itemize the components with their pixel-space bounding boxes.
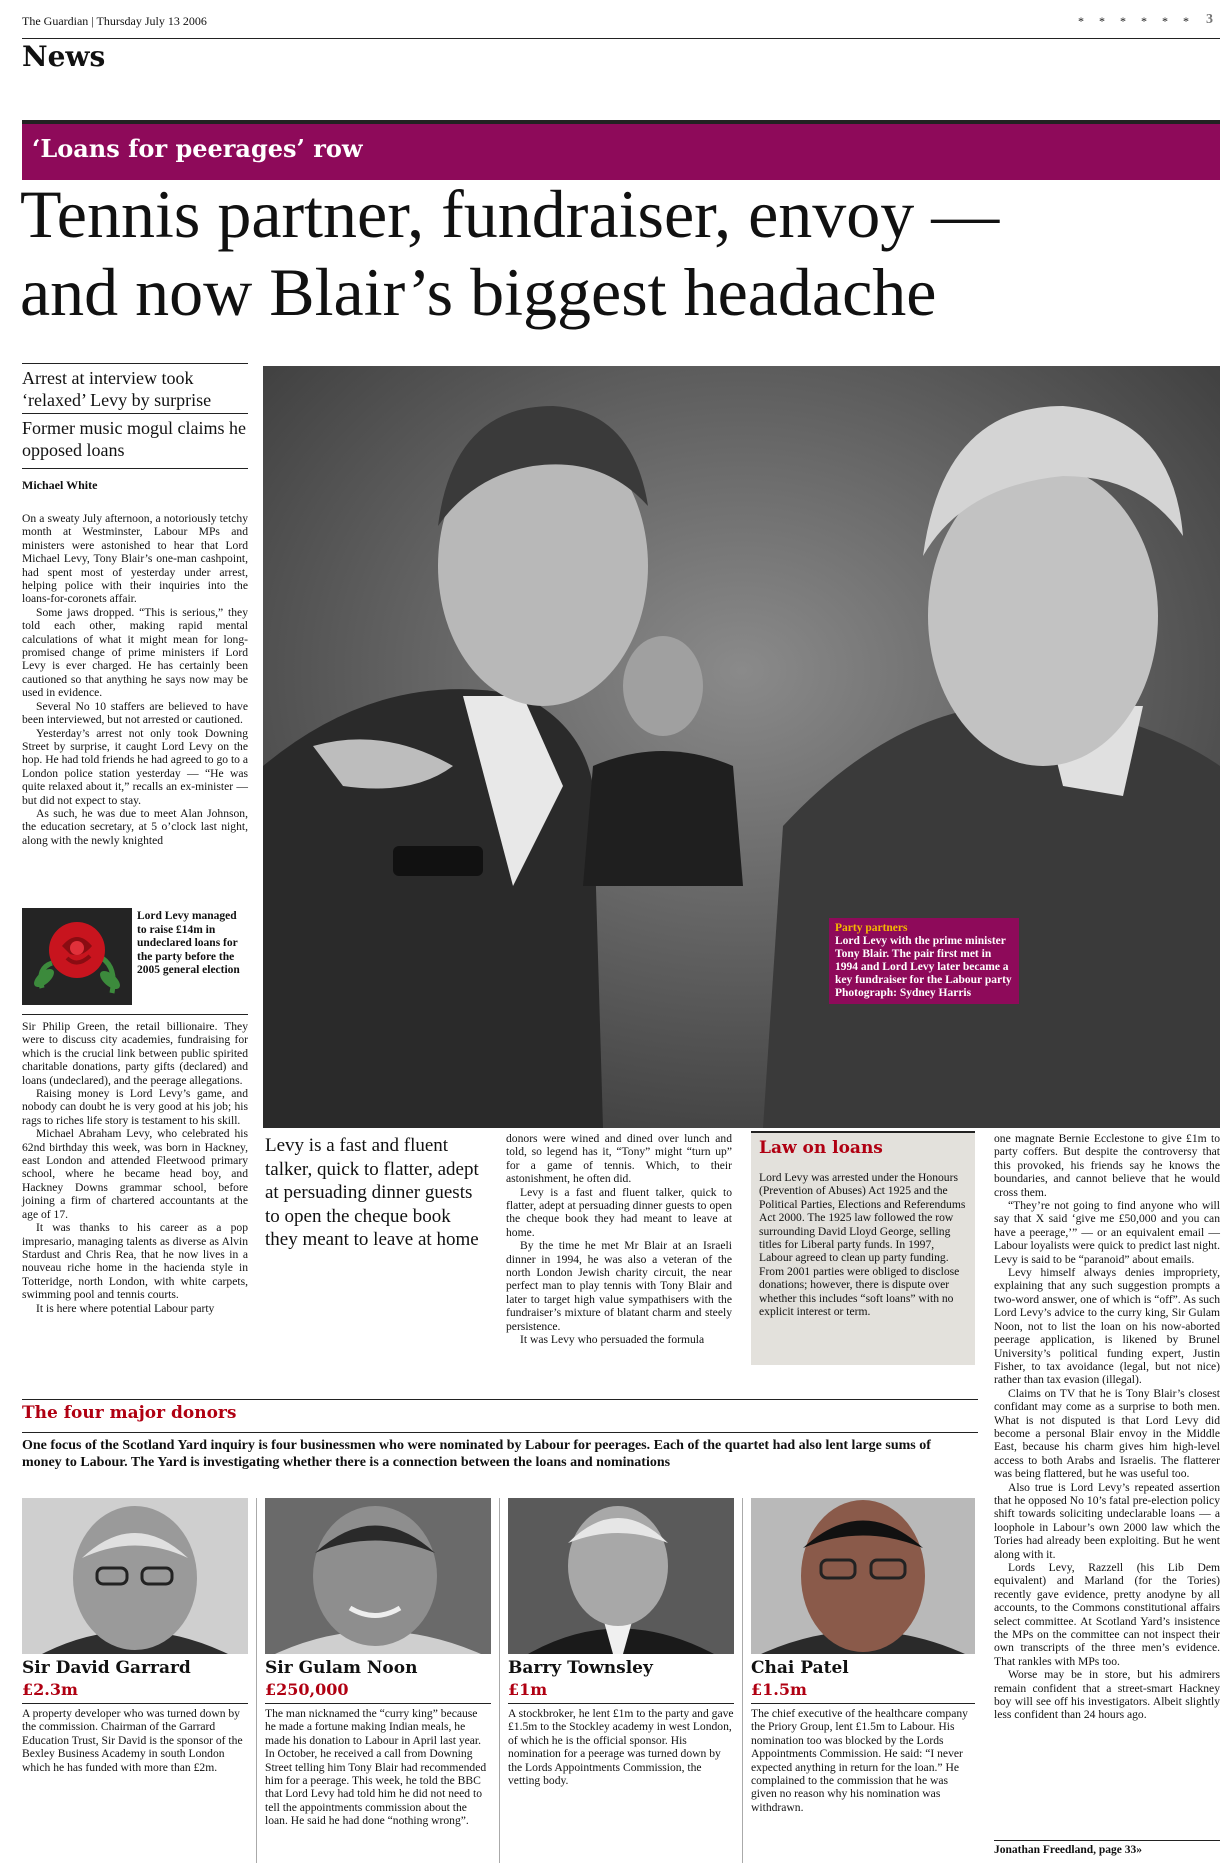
- donor-photo: [265, 1498, 491, 1654]
- donor-name: Barry Townsley: [508, 1658, 653, 1678]
- paragraph: Claims on TV that he is Tony Blair’s closest confidant may come as a surprise to both men. What is not disputed is that Lord Levy did become a personal Blair envoy in the Middle East, because his charm gives him high-level access to both Arabs and Israelis. The flatterer was being flattered, but he was useful too.: [994, 1386, 1220, 1481]
- donor-text: A stockbroker, he lent £1m to the party and gave £1.5m to the Stockley academy in west London, of which he is the official sponsor. His nomination for a peerage was turned down by the Lords Appointments Commission, the vetting body.: [508, 1707, 734, 1788]
- donor-card-garrard: [22, 1498, 248, 1863]
- standfirst-rule-bottom: [22, 468, 248, 469]
- article-column-3: [506, 1132, 732, 1347]
- paragraph: Worse may be in store, but his admirers remain confident that a street-smart Hackney boy will see off his investigators. Albeit slightly less confident than 24 hours ago.: [994, 1668, 1220, 1722]
- paragraph: Levy is a fast and fluent talker, quick to flatter, adept at persuading dinner guests to open the cheque book they had meant to leave at home.: [506, 1185, 732, 1239]
- donor-amount: £250,000: [265, 1680, 349, 1699]
- masthead-dateline: The Guardian | Thursday July 13 2006: [22, 14, 207, 28]
- section-label: News: [22, 40, 106, 73]
- paragraph: one magnate Bernie Ecclestone to give £1m to party coffers. But despite the controversy that this provoked, his friends say he knows the boundaries, and cannot believe that he would cross them.: [994, 1132, 1220, 1199]
- paragraph: Raising money is Lord Levy’s game, and nobody can doubt he is very good at his job; his rags to riches life story is testament to his skill.: [22, 1087, 248, 1127]
- donor-rule: [751, 1703, 975, 1704]
- donor-photo: [22, 1498, 248, 1654]
- article-column-1-top: [22, 512, 248, 847]
- pull-quote: Levy is a fast and fluent talker, quick to flatter, adept at persuading dinner guests to open the cheque book they meant to leave at home: [265, 1135, 479, 1250]
- rose-caption-rule: [22, 1014, 248, 1015]
- law-box: [751, 1133, 975, 1365]
- donor-name: Sir Gulam Noon: [265, 1658, 418, 1678]
- paragraph: “They’re not going to find anyone who will say that X said ‘give me £50,000 and you can have a peerage,’” — or an equivalent email — Labour loyalists were quick to predict last night. Levy is said to be “paranoid” about emails.: [994, 1199, 1220, 1266]
- donor-rule: [508, 1703, 734, 1704]
- donor-photo: [751, 1498, 975, 1654]
- donor-card-noon: [265, 1498, 491, 1863]
- article-column-5: [994, 1132, 1220, 1722]
- paragraph: Levy himself always denies impropriety, explaining that any such suggestion prompts a two-word answer, one of which is “off”. As such Lord Levy’s advice to the curry king, Sir Gulam Noon, not to list the loan on his now-aborted peerage application, is likened by Brunel University’s political funding expert, Justin Fisher, to tax avoidance (legal, but not nice) rather than tax evasion (illegal).: [994, 1266, 1220, 1387]
- main-photo: [263, 366, 1220, 1128]
- rose-image: [22, 908, 132, 1005]
- donor-amount: £1m: [508, 1680, 548, 1699]
- banner-label: ‘Loans for peerages’ row: [32, 134, 363, 163]
- paragraph: It is here where potential Labour party: [36, 1301, 215, 1315]
- paragraph: As such, he was due to meet Alan Johnson, the education secretary, at 5 o’clock last night, along with the newly knighted: [22, 806, 248, 847]
- paragraph: By the time he met Mr Blair at an Israeli dinner in 1994, he was also a veteran of the north London Jewish charity circuit, the near perfect man to play tennis with Tony Blair and later to target high value sympathisers with the fundraiser’s mixture of blatant charm and steely persistence.: [506, 1239, 732, 1333]
- photo-caption-credit: Photograph: Sydney Harris: [835, 987, 972, 999]
- donors-heading-rule: [22, 1432, 978, 1433]
- donor-card-townsley: [508, 1498, 734, 1863]
- banner: [22, 124, 1220, 180]
- paragraph: Also true is Lord Levy’s repeated assertion that he opposed No 10’s fatal pre-election policy shift towards soliciting undeclarable loans — a loophole in Labour’s own 2000 law which the Tories had already been exploiting. But he went along with it.: [994, 1480, 1220, 1561]
- donor-rule: [265, 1703, 491, 1704]
- masthead-stars: * * * * * *: [1078, 14, 1195, 28]
- donor-divider: [499, 1498, 500, 1863]
- paragraph: Yesterday’s arrest not only took Downing Street by surprise, it caught Lord Levy on the hop. He had told friends he had agreed to go to a London police station yesterday — “He was quite relaxed about it,” recalls an ex-minister —but did not expect to stay.: [22, 726, 249, 807]
- paragraph: On a sweaty July afternoon, a notoriously tetchy month at Westminster, Labour MPs and ministers were astonished to hear that Lord Michael Levy, Tony Blair’s one-man cashpoint, had spent most of yesterday under arrest, helping police with their inquiries into the loans-for-coronets affair.: [22, 512, 248, 606]
- photo-caption-text: Lord Levy with the prime minister Tony Blair. The pair first met in 1994 and Lord Levy later became a key fundraiser for the Labour party: [835, 935, 1012, 986]
- law-box-text: Lord Levy was arrested under the Honours (Prevention of Abuses) Act 1925 and the Political Parties, Elections and Referendums Act 2000. The 1925 law followed the row surrounding David Lloyd George, selling titles for Liberal party funds. In 1997, Labour agreed to clean up party funding. From 2001 parties were obliged to disclose donations; however, there is dispute over whether this includes “soft loans” with no explicit interest or term.: [759, 1171, 966, 1319]
- paragraph: It was thanks to his career as a pop impresario, managing talents as diverse as Alvin Stardust and Chris Rea, that he now lives in a nouveau riche home in the hacienda style in Totteridge, north London, with white carpets, swimming pool and tennis courts.: [22, 1221, 248, 1302]
- photo-caption-box: [829, 918, 1019, 1004]
- paragraph: Some jaws dropped. “This is serious,” they told each other, making rapid mental calculations of what it might mean for long-promised change of prime ministers if Lord Levy is ever charged. He has certainly been cautioned so that anything he says now may be used in evidence.: [22, 605, 248, 700]
- masthead-rule: [22, 38, 1220, 39]
- col5-footer-rule: [994, 1840, 1220, 1841]
- donor-amount: £2.3m: [22, 1680, 78, 1699]
- donor-rule: [22, 1703, 248, 1704]
- headline-line-2: and now Blair’s biggest headache: [20, 254, 937, 330]
- page-number: 3: [1206, 12, 1213, 27]
- photo-caption-title: Party partners: [835, 922, 908, 934]
- col5-footer: Jonathan Freedland, page 33»: [994, 1844, 1143, 1856]
- donor-divider: [742, 1498, 743, 1863]
- rose-caption: Lord Levy managed to raise £14m in undeclared loans for the party before the 2005 general election: [137, 910, 240, 977]
- paragraph: It was Levy who persuaded the formula: [520, 1333, 705, 1347]
- donors-heading: The four major donors: [22, 1403, 237, 1423]
- donors-intro: One focus of the Scotland Yard inquiry is four businessmen who were nominated by Labour for peerages. Each of the quartet had also lent large sums of money to Labour. The Yard is investigating whether there is a connection between the loans and nominations: [22, 1438, 931, 1470]
- donor-name: Sir David Garrard: [22, 1658, 191, 1678]
- paragraph: Sir Philip Green, the retail billionaire. They were to discuss city academies, fundraising for which is the crucial link between public spirited charitable donations, party gifts (declared) and loans (undeclared), and the peerage allegations.: [22, 1020, 248, 1087]
- standfirst-deck-1: Arrest at interview took ‘relaxed’ Levy by surprise: [22, 368, 212, 410]
- donor-text: The chief executive of the healthcare company the Priory Group, lent £1.5m to Labour. His nomination too was blocked by the Lords Appointments Commission. He said: “I never expected anything in return for the loan.” He complained to the commission that he was given no reason why his nomination was withdrawn.: [751, 1707, 968, 1814]
- donor-photo: [508, 1498, 734, 1654]
- paragraph: Lords Levy, Razzell (his Lib Dem equivalent) and Marland (for the Tories) recently gave evidence, pretty anodyne by all accounts, to the Commons constitutional affairs select committee. At Scotland Yard’s insistence the MPs on the committee can not inspect their own transcripts of the three men’s evidence. That rankles with MPs too.: [994, 1561, 1220, 1668]
- donor-text: A property developer who was turned down by the commission. Chairman of the Garrard Education Trust, Sir David is the sponsor of the Bexley Business Academy in south London which he has funded with more than £2m.: [22, 1707, 243, 1774]
- donor-amount: £1.5m: [751, 1680, 807, 1699]
- paragraph: Michael Abraham Levy, who celebrated his 62nd birthday this week, was born in Hackney, east London and attended Fleetwood primary school, where he became head boy, and Hackney Downs grammar school, before joining a firm of chartered accountants at the age of 17.: [22, 1127, 248, 1221]
- donor-text: The man nicknamed the “curry king” because he made a fortune making Indian meals, he made his donation to Labour in April last year. In October, he received a call from Downing Street telling him Tony Blair had recommended him for a peerage. This week, he told the BBC that Lord Levy had told him he did not need to tell the appointments commission about the loan. He said he had done “nothing wrong”.: [265, 1707, 487, 1828]
- donors-top-rule: [22, 1399, 978, 1400]
- headline-line-1: Tennis partner, fundraiser, envoy —: [20, 176, 1000, 252]
- standfirst-rule-top: [22, 363, 248, 364]
- donor-name: Chai Patel: [751, 1658, 849, 1678]
- article-column-1-bottom: [22, 1020, 248, 1315]
- byline: Michael White: [22, 478, 98, 492]
- paragraph: Several No 10 staffers are believed to have been interviewed, but not arrested or cautioned.: [22, 699, 248, 727]
- paragraph: donors were wined and dined over lunch and told, so legend has it, “Tony” might “turn up” for a game of tennis. Which, to their astonishment, he often did.: [506, 1132, 732, 1186]
- donor-card-patel: [751, 1498, 975, 1863]
- donor-divider: [256, 1498, 257, 1863]
- law-box-title: Law on loans: [759, 1138, 883, 1158]
- standfirst-deck-2: Former music mogul claims he opposed loans: [22, 418, 246, 460]
- standfirst-rule-mid: [22, 413, 248, 414]
